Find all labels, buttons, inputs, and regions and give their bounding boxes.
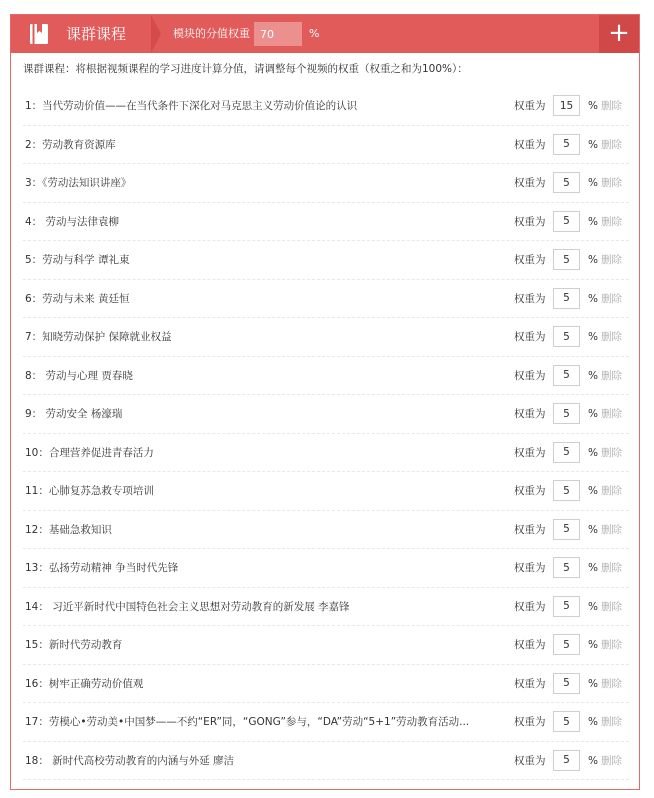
- table-row: [23, 164, 629, 203]
- course-title: 3：《劳动法知识讲座》: [25, 177, 132, 189]
- course-title: 9： 劳动安全 杨濠瑞: [25, 408, 123, 420]
- weight-label: 权重为: [514, 138, 546, 151]
- delete-link[interactable]: 删除: [601, 408, 622, 420]
- course-title: 16：树牢正确劳动价值观: [25, 677, 144, 690]
- table-row: [23, 318, 629, 357]
- table-row: [23, 203, 629, 242]
- percent-label: %: [588, 408, 598, 420]
- delete-link[interactable]: 删除: [601, 600, 622, 613]
- table-row: [23, 241, 629, 280]
- delete-link[interactable]: 删除: [601, 215, 622, 228]
- delete-link[interactable]: 删除: [601, 754, 622, 767]
- course-title: 4： 劳动与法律袁柳: [25, 215, 120, 228]
- weight-label: 权重为: [514, 100, 546, 112]
- weight-input[interactable]: [553, 288, 580, 309]
- course-title: 13：弘扬劳动精神 争当时代先锋: [25, 562, 179, 574]
- weight-label: 权重为: [514, 639, 546, 651]
- delete-link[interactable]: 删除: [601, 100, 622, 112]
- weight-label: 权重为: [514, 523, 546, 536]
- table-row: [23, 742, 629, 781]
- weight-input[interactable]: [553, 673, 580, 694]
- delete-link[interactable]: 删除: [601, 677, 622, 690]
- weight-input[interactable]: [553, 326, 580, 347]
- course-title: 8： 劳动与心理 贾春晓: [25, 369, 133, 382]
- table-row: [23, 357, 629, 396]
- percent-label: %: [588, 716, 598, 728]
- weight-input[interactable]: [553, 172, 580, 193]
- weight-label: 权重为: [514, 369, 546, 382]
- table-row: [23, 626, 629, 665]
- weight-input[interactable]: [553, 442, 580, 463]
- weight-label: 权重为: [514, 177, 546, 189]
- weight-input[interactable]: [553, 134, 580, 155]
- weight-input[interactable]: [553, 711, 580, 732]
- table-row: [23, 588, 629, 627]
- delete-link[interactable]: 删除: [601, 369, 622, 382]
- delete-link[interactable]: 删除: [601, 177, 622, 189]
- table-row: [23, 87, 629, 126]
- table-row: [23, 395, 629, 434]
- intro-text: 课群课程：将根据视频课程的学习进度计算分值，请调整每个视频的权重（权重之和为100%）：: [23, 63, 468, 75]
- percent-label: %: [588, 100, 598, 112]
- percent-label: %: [588, 485, 598, 497]
- weight-label: 权重为: [514, 408, 546, 420]
- course-title: 7：知晓劳动保护 保障就业权益: [25, 331, 172, 343]
- weight-input[interactable]: [553, 365, 580, 386]
- percent-label: %: [588, 215, 598, 228]
- course-title: 15：新时代劳动教育: [25, 639, 123, 651]
- percent-label: %: [588, 254, 598, 266]
- weight-input[interactable]: [553, 634, 580, 655]
- table-row: [23, 511, 629, 550]
- percent-label: %: [588, 639, 598, 651]
- delete-link[interactable]: 删除: [601, 138, 622, 151]
- weight-input[interactable]: [553, 403, 580, 424]
- delete-link[interactable]: 删除: [601, 331, 622, 343]
- course-title: 17：劳模心•劳动美•中国梦——不约“ER”同，“GONG”参与，“DA”劳动“5+1”劳动教育活动...: [25, 716, 470, 728]
- weight-input[interactable]: [553, 750, 580, 771]
- course-title: 6：劳动与未来 黄廷恒: [25, 292, 130, 305]
- weight-input[interactable]: [553, 95, 580, 116]
- course-title: 18： 新时代高校劳动教育的内涵与外延 廖洁: [25, 754, 235, 767]
- module-weight-percent: %: [309, 27, 320, 40]
- weight-label: 权重为: [514, 600, 546, 613]
- weight-label: 权重为: [514, 292, 546, 305]
- course-title: 5：劳动与科学 谭礼東: [25, 254, 130, 266]
- delete-link[interactable]: 删除: [601, 292, 622, 305]
- percent-label: %: [588, 331, 598, 343]
- course-list: [23, 87, 629, 780]
- percent-label: %: [588, 523, 598, 536]
- module-weight-input[interactable]: [254, 22, 302, 46]
- course-title: 14： 习近平新时代中国特色社会主义思想对劳动教育的新发展 李嘉锋: [25, 600, 350, 613]
- course-title: 11：心肺复苏急救专项培训: [25, 485, 154, 497]
- course-title: 12：基础急救知识: [25, 523, 112, 536]
- panel-title: 课群课程: [66, 25, 127, 43]
- delete-link[interactable]: 删除: [601, 639, 622, 651]
- percent-label: %: [588, 562, 598, 574]
- delete-link[interactable]: 删除: [601, 254, 622, 266]
- percent-label: %: [588, 600, 598, 613]
- weight-label: 权重为: [514, 677, 546, 690]
- percent-label: %: [588, 177, 598, 189]
- table-row: [23, 472, 629, 511]
- percent-label: %: [588, 446, 598, 459]
- delete-link[interactable]: 删除: [601, 562, 622, 574]
- table-row: [23, 280, 629, 319]
- book-icon: [29, 23, 49, 45]
- add-button[interactable]: +: [599, 15, 639, 53]
- weight-input[interactable]: [553, 596, 580, 617]
- weight-input[interactable]: [553, 557, 580, 578]
- weight-input[interactable]: [553, 211, 580, 232]
- delete-link[interactable]: 删除: [601, 446, 622, 459]
- table-row: [23, 549, 629, 588]
- table-row: [23, 665, 629, 704]
- weight-label: 权重为: [514, 716, 546, 728]
- weight-label: 权重为: [514, 562, 546, 574]
- percent-label: %: [588, 754, 598, 767]
- course-title: 2：劳动教育资源库: [25, 138, 116, 151]
- weight-label: 权重为: [514, 446, 546, 459]
- table-row: [23, 126, 629, 165]
- weight-label: 权重为: [514, 331, 546, 343]
- percent-label: %: [588, 677, 598, 690]
- delete-link[interactable]: 删除: [601, 716, 622, 728]
- weight-label: 权重为: [514, 754, 546, 767]
- weight-label: 权重为: [514, 215, 546, 228]
- weight-input[interactable]: [553, 480, 580, 501]
- weight-input[interactable]: [553, 249, 580, 270]
- table-row: [23, 434, 629, 473]
- delete-link[interactable]: 删除: [601, 485, 622, 497]
- panel-header: [11, 15, 639, 53]
- weight-label: 权重为: [514, 485, 546, 497]
- course-group-panel: [10, 14, 640, 790]
- course-title: 10：合理营养促进青春活力: [25, 446, 154, 459]
- module-weight-label: 模块的分值权重: [173, 27, 250, 40]
- percent-label: %: [588, 292, 598, 305]
- percent-label: %: [588, 369, 598, 382]
- weight-label: 权重为: [514, 254, 546, 266]
- delete-link[interactable]: 删除: [601, 523, 622, 536]
- table-row: [23, 703, 629, 742]
- title-arrow-decoration: [151, 15, 161, 53]
- percent-label: %: [588, 138, 598, 151]
- course-title: 1：当代劳动价值——在当代条件下深化对马克思主义劳动价值论的认识: [25, 100, 358, 112]
- weight-input[interactable]: [553, 519, 580, 540]
